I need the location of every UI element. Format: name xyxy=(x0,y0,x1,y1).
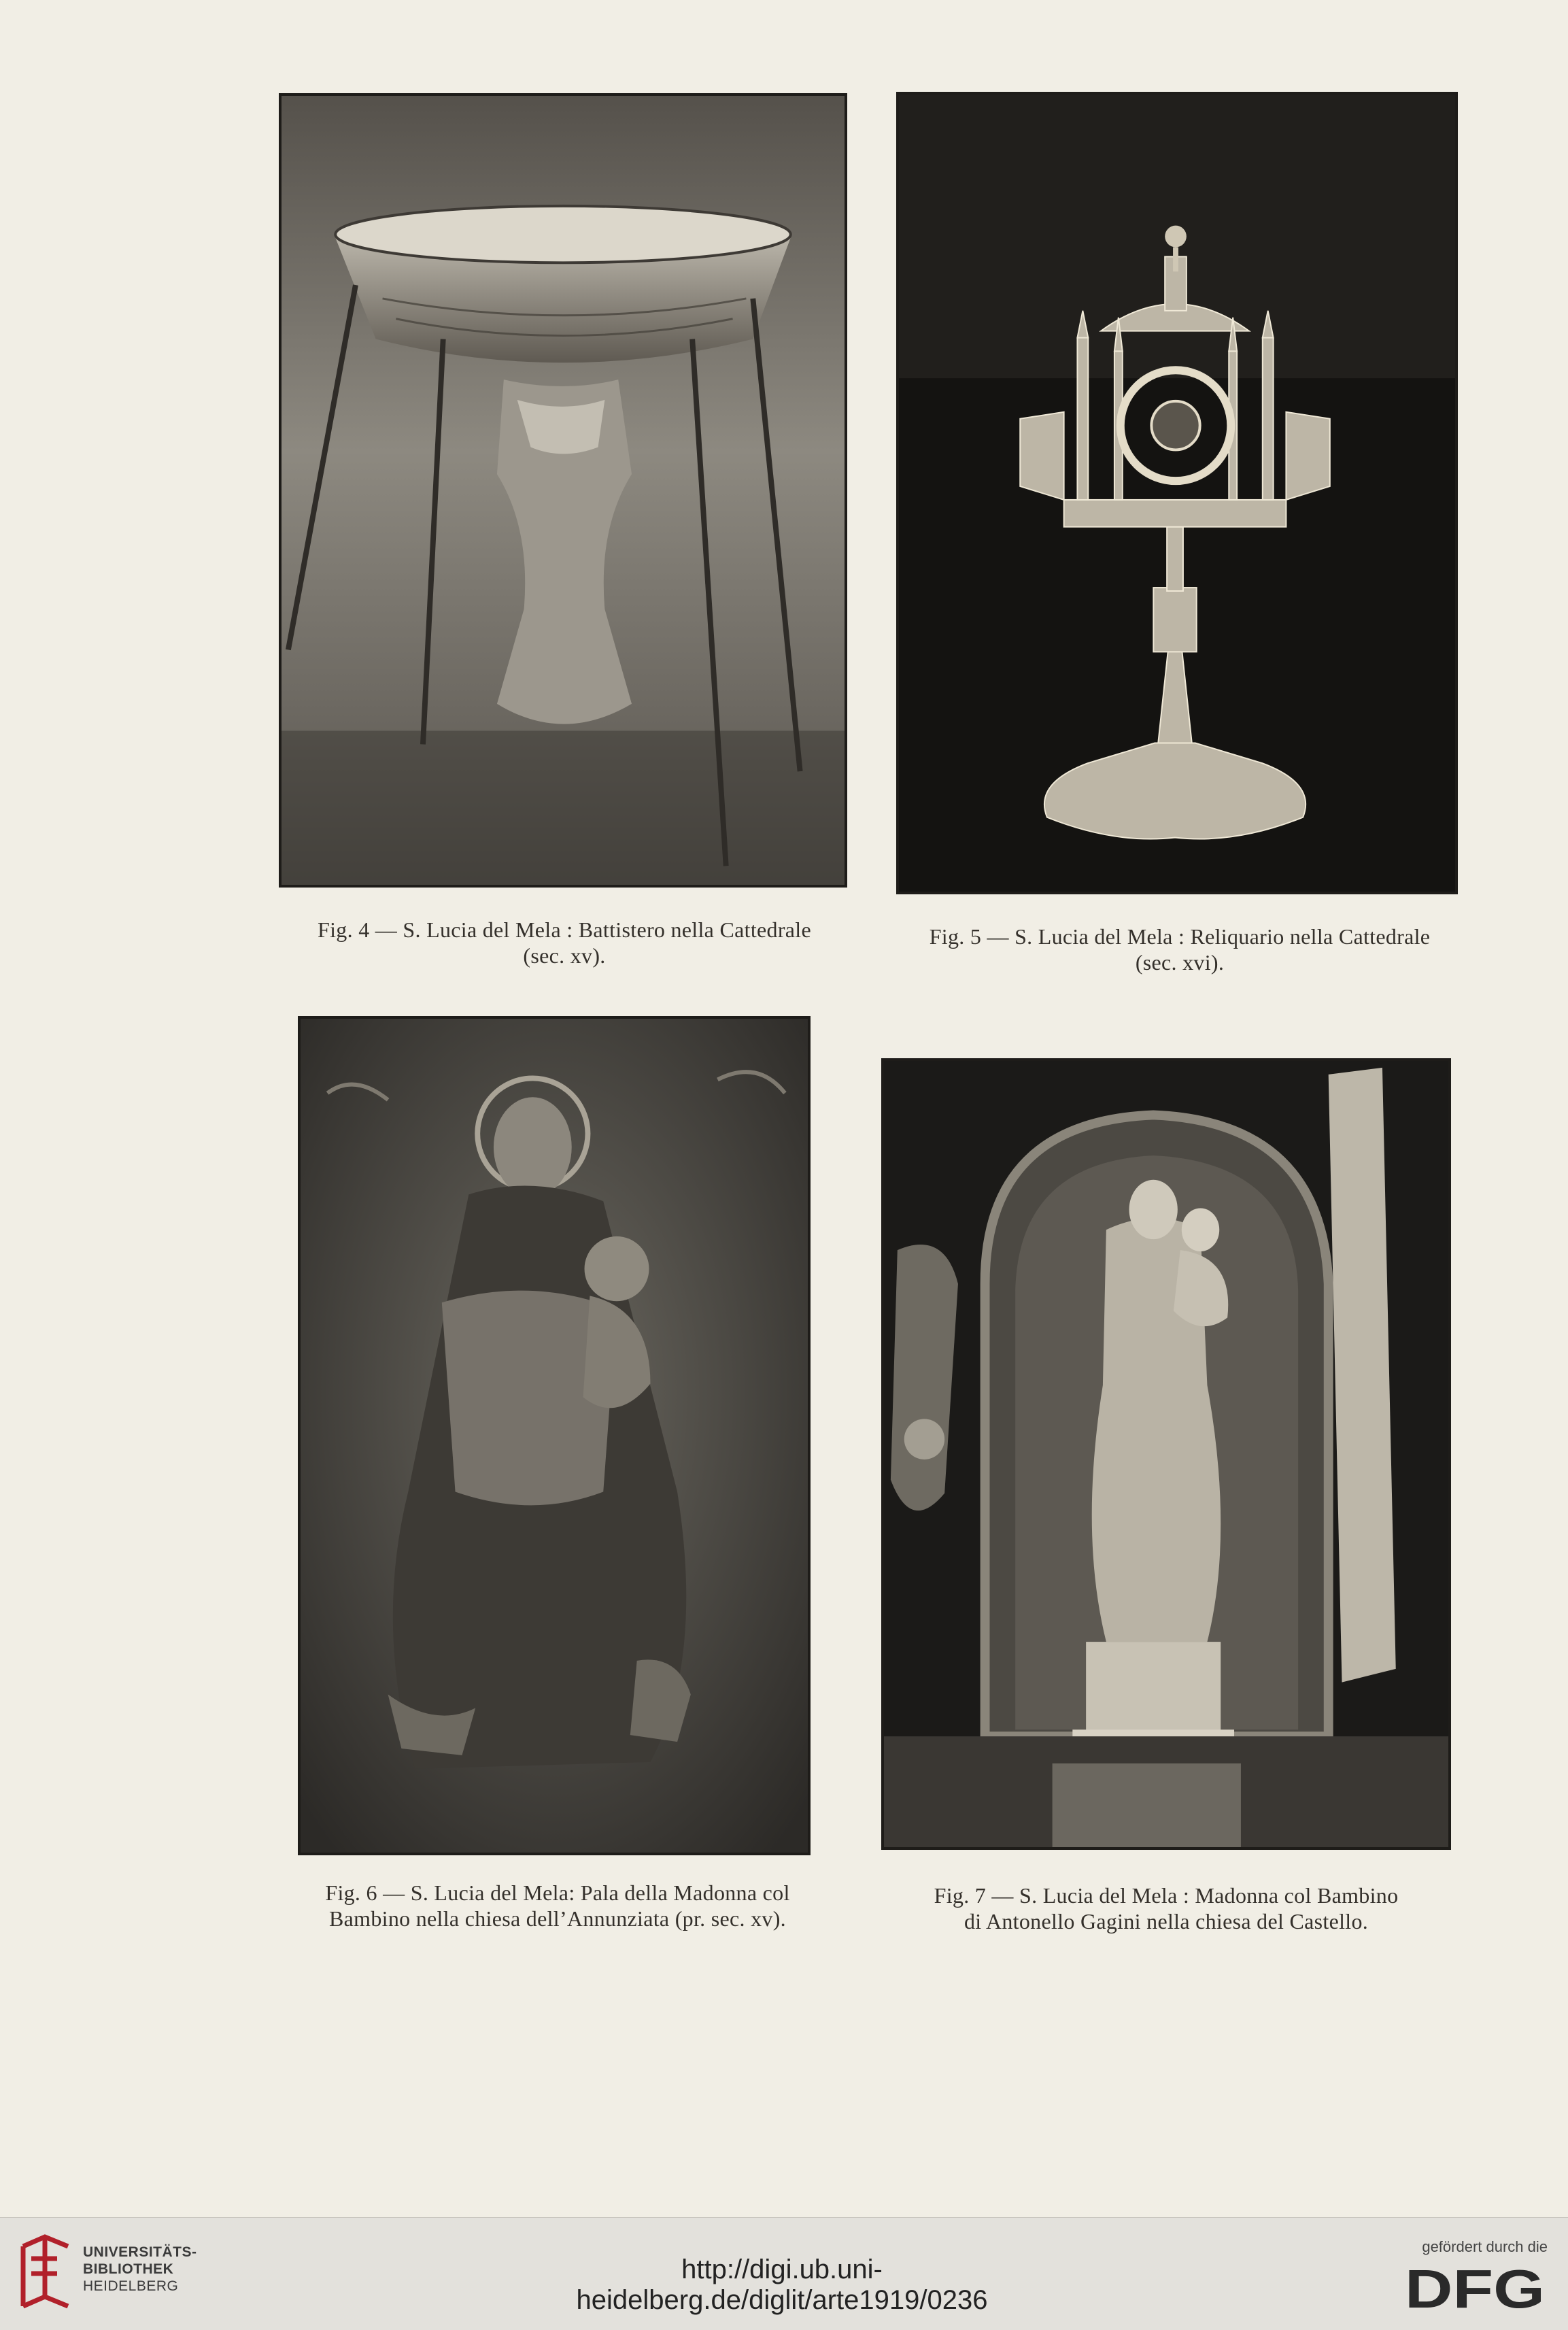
figure-6-caption-line-1: Fig. 6 — S. Lucia del Mela: Pala della Madonna col xyxy=(325,1880,790,1905)
figure-7-caption xyxy=(877,1882,1455,1934)
figure-6-caption xyxy=(279,1880,836,1931)
footer-bar xyxy=(0,2217,1568,2330)
dfg-logo-text: DFG xyxy=(1405,2263,1545,2313)
figure-4-caption xyxy=(272,917,857,968)
figure-5-caption-line-1: Fig. 5 — S. Lucia del Mela : Reliquario nella Cattedrale xyxy=(929,924,1431,949)
permalink-url[interactable]: http://digi.ub.uni-heidelberg.de/diglit/arte1919/0236 xyxy=(576,2255,988,2315)
figure-4-caption-line-1: Fig. 4 — S. Lucia del Mela : Battistero nella Cattedrale xyxy=(318,917,811,942)
figure-7-photo xyxy=(881,1058,1451,1850)
figure-4-photo xyxy=(279,93,847,888)
library-name-line-2: BIBLIOTHEK xyxy=(83,2261,174,2277)
university-library-logo-icon xyxy=(16,2233,75,2313)
funding-note: gefördert durch die xyxy=(1422,2238,1548,2255)
figure-4-caption-line-2: (sec. xv). xyxy=(523,943,606,968)
figure-7-caption-line-2: di Antonello Gagini nella chiesa del Castello. xyxy=(964,1909,1369,1934)
figure-5-caption-line-2: (sec. xvi). xyxy=(1135,950,1225,975)
figure-5-caption xyxy=(884,924,1476,975)
figure-7-caption-line-1: Fig. 7 — S. Lucia del Mela : Madonna col Bambino xyxy=(934,1883,1399,1908)
figure-6-photo xyxy=(298,1016,811,1855)
figure-6-caption-line-2: Bambino nella chiesa dell’Annunziata (pr. sec. xv). xyxy=(329,1906,786,1931)
figure-5-photo xyxy=(896,92,1458,894)
library-name xyxy=(83,2244,197,2295)
library-name-line-1: UNIVERSITÄTS- xyxy=(83,2244,197,2260)
library-name-line-3: HEIDELBERG xyxy=(83,2278,179,2294)
dfg-logo-icon xyxy=(1405,2263,1548,2313)
